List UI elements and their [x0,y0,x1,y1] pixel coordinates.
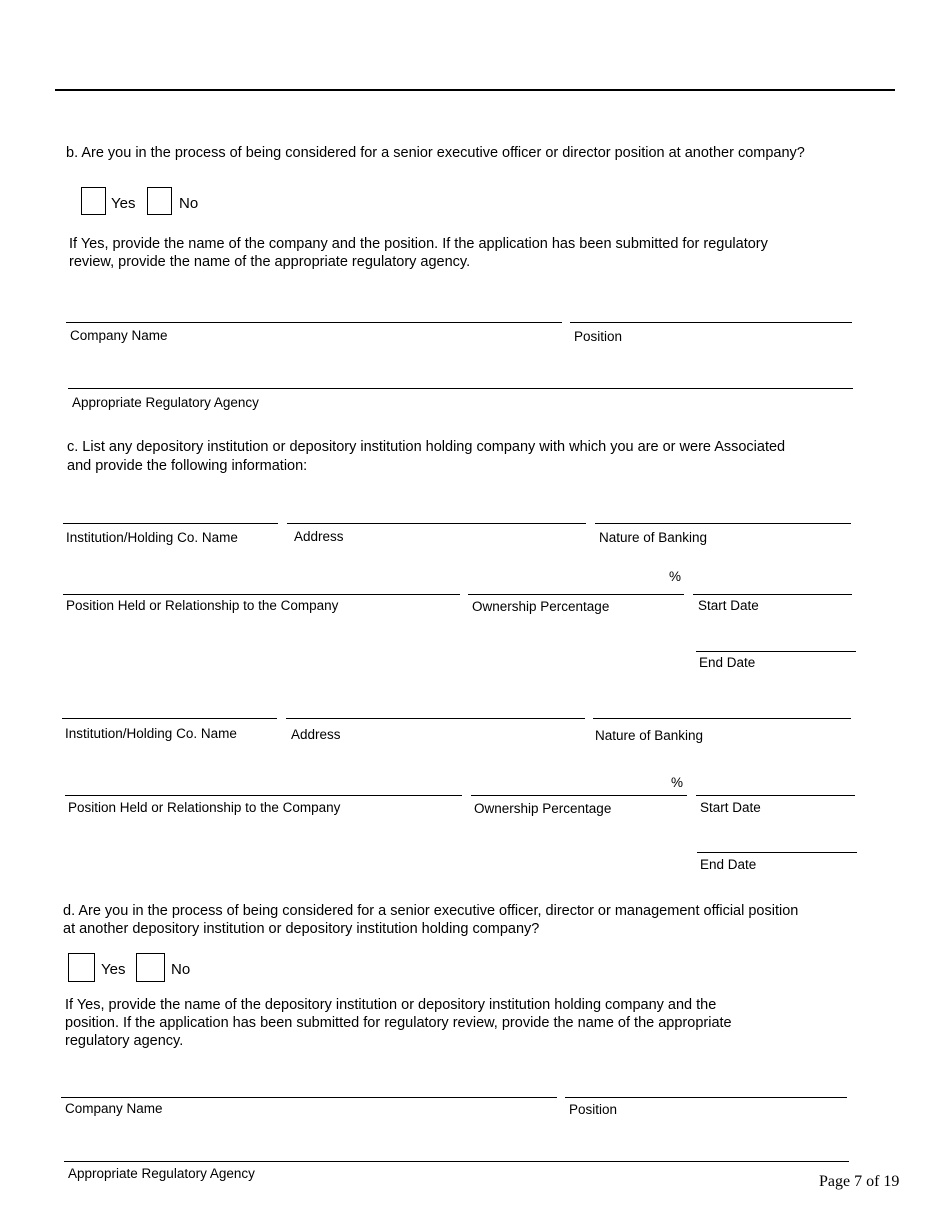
ownership-percentage-label: Ownership Percentage [472,599,610,614]
end-date-label: End Date [699,655,756,670]
nature-of-banking-field[interactable] [593,718,851,719]
question-c-line1: c. List any depository institution or depository institution holding company with which you are or were Associated [67,439,786,455]
start-date-label: Start Date [698,598,759,613]
yes-checkbox-b[interactable] [81,187,106,215]
institution-name-field[interactable] [63,523,278,524]
question-d-line2: at another depository institution or depository institution holding company? [63,921,540,937]
yes-checkbox-d[interactable] [68,953,95,982]
ownership-percentage-field[interactable] [471,795,687,796]
start-date-field[interactable] [693,594,852,595]
address-label: Address [291,727,341,742]
company-name-field-d[interactable] [61,1097,557,1098]
question-b: b. Are you in the process of being considered for a senior executive officer or director position at another company? [66,145,805,161]
instructions-b-line1: If Yes, provide the name of the company and the position. If the application has been submitted for regulatory [69,236,768,252]
position-label-d: Position [569,1102,618,1117]
instructions-d-line3: regulatory agency. [65,1033,184,1049]
agency-label-b: Appropriate Regulatory Agency [72,395,259,410]
no-label-b: No [179,195,199,212]
nature-of-banking-field[interactable] [595,523,851,524]
header-rule [55,89,895,91]
start-date-label: Start Date [700,800,761,815]
position-held-label: Position Held or Relationship to the Company [68,800,341,815]
end-date-label: End Date [700,857,757,872]
question-c-line2: and provide the following information: [67,458,308,474]
position-field-b[interactable] [570,322,852,323]
nature-of-banking-label: Nature of Banking [599,530,708,545]
position-field-d[interactable] [565,1097,847,1098]
company-name-field-b[interactable] [66,322,562,323]
address-label: Address [294,529,344,544]
position-held-field[interactable] [63,594,460,595]
yes-label-b: Yes [111,195,136,212]
position-held-label: Position Held or Relationship to the Company [66,598,339,613]
no-checkbox-b[interactable] [147,187,172,215]
agency-label-d: Appropriate Regulatory Agency [68,1166,255,1181]
instructions-d-line2: position. If the application has been submitted for regulatory review, provide the name of the appropriate [65,1015,732,1031]
question-d-line1: d. Are you in the process of being considered for a senior executive officer, director or management official position [63,903,799,919]
agency-field-b[interactable] [68,388,853,389]
position-held-field[interactable] [65,795,462,796]
nature-of-banking-label: Nature of Banking [595,728,704,743]
institution-name-field[interactable] [62,718,277,719]
percent-sign: % [671,775,684,790]
end-date-field[interactable] [697,852,857,853]
position-label-b: Position [574,329,623,344]
no-label-d: No [171,961,191,978]
end-date-field[interactable] [696,651,856,652]
percent-sign: % [669,569,682,584]
company-name-label-b: Company Name [70,328,168,343]
company-name-label-d: Company Name [65,1101,163,1116]
page-number: Page 7 of 19 [819,1173,900,1190]
instructions-b-line2: review, provide the name of the appropriate regulatory agency. [69,254,471,270]
no-checkbox-d[interactable] [136,953,165,982]
ownership-percentage-field[interactable] [468,594,684,595]
institution-name-label: Institution/Holding Co. Name [66,530,238,545]
start-date-field[interactable] [696,795,855,796]
yes-label-d: Yes [101,961,126,978]
instructions-d-line1: If Yes, provide the name of the depository institution or depository institution holding company and the [65,997,717,1013]
agency-field-d[interactable] [64,1161,849,1162]
address-field[interactable] [287,523,586,524]
institution-name-label: Institution/Holding Co. Name [65,726,237,741]
address-field[interactable] [286,718,585,719]
ownership-percentage-label: Ownership Percentage [474,801,612,816]
